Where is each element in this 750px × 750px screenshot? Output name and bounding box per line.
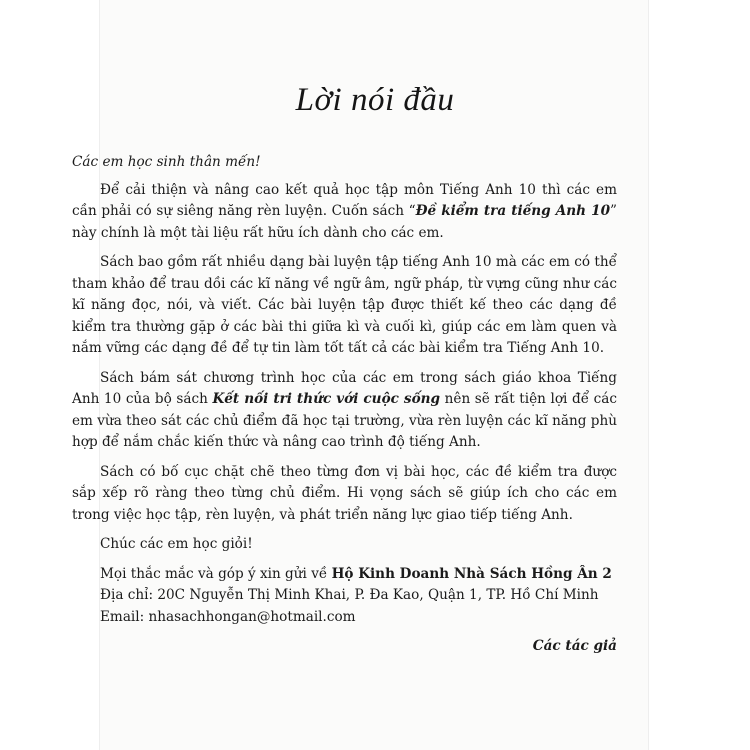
page-title: Lời nói đầu — [295, 82, 455, 118]
paragraph-intro — [72, 180, 617, 245]
closing-wish: Chúc các em học giỏi! — [100, 536, 253, 552]
series-title: Kết nối tri thức với cuộc sống — [212, 391, 441, 407]
paragraph-curriculum — [72, 368, 617, 454]
paragraph-content: Sách bao gồm rất nhiều dạng bài luyện tập tiếng Anh 10 mà các em có thể tham khảo để trau dồi các kĩ năng về ngữ âm, ngữ pháp, từ vựng cũng như các kĩ năng đọc, nói, và viết. Các bài luyện tập được thiết kế theo các dạng đề kiểm tra thường gặp ở các bài thi giữa kì và cuối kì, giúp các em làm quen và nắm vững các dạng đề để tự tin làm tốt tất cả các bài kiểm tra Tiếng Anh 10. — [72, 254, 617, 356]
contact-block — [72, 564, 617, 629]
address-line: Địa chỉ: 20C Nguyễn Thị Minh Khai, P. Đa Kao, Quận 1, TP. Hồ Chí Minh — [100, 587, 599, 603]
contact-line — [72, 564, 617, 586]
email-line: Email: nhasachhongan@hotmail.com — [100, 608, 356, 625]
curriculum-text-end: nên sẽ rất tiện lợi để các em vừa theo sát các chủ điểm đã học tại trường, vừa rèn luyện các kĩ năng phù hợp để nắm chắc kiến thức và nâng cao trình độ tiếng Anh. — [72, 391, 617, 450]
contact-intro: Mọi thắc mắc và góp ý xin gửi về — [100, 565, 332, 582]
curriculum-text: Sách bám sát chương trình học của các em trong sách giáo khoa Tiếng Anh 10 của bộ sách — [72, 369, 617, 407]
paragraph-structure: Sách có bố cục chặt chẽ theo từng đơn vị bài học, các đề kiểm tra được sắp xếp rõ ràng theo từng chủ điểm. Hi vọng sách sẽ giúp ích cho các em trong việc học tập, rèn luyện, và phát triển năng lực giao tiếp tiếng Anh. — [72, 463, 617, 523]
body-text — [72, 152, 617, 666]
intro-text-end: ” này chính là một tài liệu rất hữu ích dành cho các em. — [72, 203, 617, 241]
intro-text: Để cải thiện và nâng cao kết quả học tập môn Tiếng Anh 10 thì các em cần phải có sự siêng năng rèn luyện. Cuốn sách “ — [72, 181, 617, 219]
greeting: Các em học sinh thân mến! — [72, 154, 261, 170]
company-name: Hộ Kinh Doanh Nhà Sách Hồng Ân 2 — [331, 565, 612, 582]
book-title: Đề kiểm tra tiếng Anh 10 — [415, 203, 611, 219]
signature: Các tác giả — [532, 638, 617, 654]
